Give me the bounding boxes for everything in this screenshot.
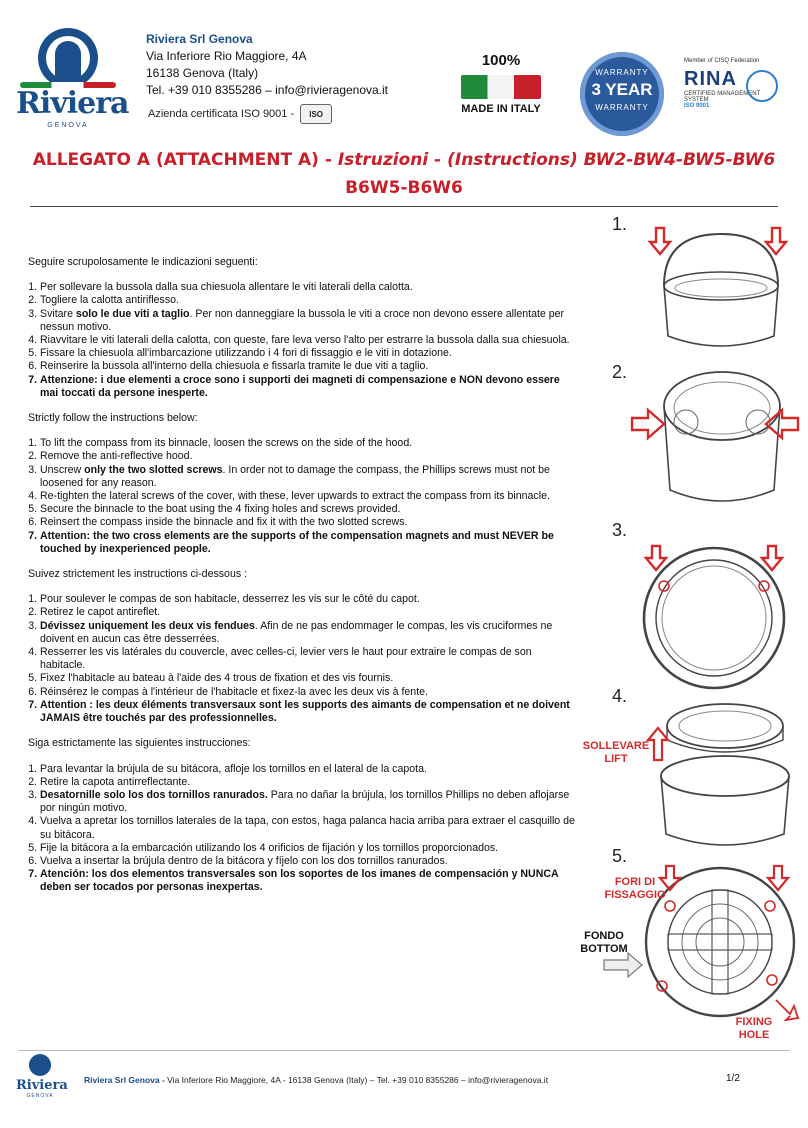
figure-1-number: 1. [612,214,628,234]
step-es-7: 7. Atención: los dos elementos transversales son los soportes de los imanes de compensación y NUNCA deben ser tocados por personas inexpertas. [40,868,576,894]
title-line2: B6W5-B6W6 [345,178,463,198]
rina-certification-badge [684,58,784,120]
step-en-1: 1. To lift the compass from its binnacle, loosen the screws on the side of the hood. [40,437,576,450]
logo-subtitle: GENOVA [47,122,89,129]
step-es-4: 4. Vuelva a apretar los tornillos laterales de la tapa, con estos, haga palanca hacia arriba para extraer el casquillo de su bitácora. [40,815,576,841]
step-en-4: 4. Re-tighten the lateral screws of the cover, with these, lever upwards to extract the compass from its binnacle. [40,490,576,503]
step-fr-3: 3. Dévissez uniquement les deux vis fendues. Afin de ne pas endommager le compas, les vis cruciformes ne doivent en aucun cas être desserrées. [40,620,576,646]
riviera-logo [16,24,129,129]
italy-flag-icon [461,75,541,99]
intro-en: Strictly follow the instructions below: [28,412,198,425]
step-it-2: 2. Togliere la calotta antiriflesso. [40,294,576,307]
step-en-2: 2. Remove the anti-reflective hood. [40,450,576,463]
step-es-2: 2. Retire la capota antirreflectante. [40,776,576,789]
warranty-years: 3 YEAR [591,80,653,99]
warranty-badge [580,52,664,136]
iqnet-icon [746,70,778,102]
helm-icon [38,28,98,88]
footer-helm-icon [29,1054,51,1076]
contact-line: Tel. +39 010 8355286 – info@rivieragenova.it [146,83,389,97]
figure-2-remove-hood-diagram [630,366,800,516]
step-fr-1: 1. Pour soulever le compas de son habitacle, desserrez les vis sur le côté du capot. [40,593,576,606]
step-it-3: 3. Svitare solo le due viti a taglio. Per non danneggiare la bussola le viti a croce non devono essere allentate per nessun motivo. [40,308,576,334]
rina-iso: ISO 9001 [684,103,710,109]
step-es-5: 5. Fije la bitácora a la embarcación utilizando los 4 orificios de fijación y los tornillos proporcionados. [40,842,576,855]
footer-details: Via Inferiore Rio Maggiore, 4A - 16138 Genova (Italy) – Tel. +39 010 8355286 – info@rivieragenova.it [164,1075,549,1085]
intro-fr: Suivez strictement les instructions ci-dessous : [28,568,248,581]
lift-label [576,740,656,766]
footer-divider [18,1050,790,1051]
footer-logo-word: Riviera [16,1078,68,1093]
step-fr-7: 7. Attention : les deux éléments transversaux sont les supports des aimants de compensation et ne doivent JAMAIS être touchés par des professionnelles. [40,699,576,725]
rina-system: CERTIFIED MANAGEMENT SYSTEM [684,91,761,103]
step-en-3: 3. Unscrew only the two slotted screws. In order not to damage the compass, the Phillips screws must not be loosened for any reason. [40,464,576,490]
page-number: 1/2 [726,1073,740,1084]
rina-member: Member of CISQ Federation [684,58,760,64]
warranty-top: WARRANTY [595,68,649,77]
step-en-7: 7. Attention: the two cross elements are the supports of the compensation magnets and must NEVER be touched by inexperienced people. [40,530,576,556]
step-fr-2: 2. Retirez le capot antireflet. [40,606,576,619]
figure-1-hood-diagram [646,224,796,354]
italy-percent: 100% [481,52,521,69]
made-in-italy-label: MADE IN ITALY [461,103,541,115]
step-en-5: 5. Secure the binnacle to the boat using the 4 fixing holes and screws provided. [40,503,576,516]
footer-address [84,1075,548,1085]
step-es-3: 3. Desatornille solo los dos tornillos ranurados. Para no dañar la brújula, los tornillos Phillips no deben aflojarse por ningún motivo. [40,789,576,815]
address-line-1: Via Inferiore Rio Maggiore, 4A [146,49,307,63]
steps-fr [28,593,576,725]
figure-3-slotted-screws-diagram [636,540,796,690]
step-es-6: 6. Vuelva a insertar la brújula dentro de la bitácora y fíjelo con los dos tornillos ranurados. [40,855,576,868]
step-fr-6: 6. Réinsérez le compas à l'intérieur de l'habitacle et fixez-la avec les deux vis à fente. [40,686,576,699]
figure-5-number: 5. [612,846,628,866]
figure-4-number: 4. [612,686,628,706]
instruction-figures [580,210,802,1060]
steps-en [28,437,576,556]
warranty-bottom: WARRANTY [595,103,649,112]
company-info [146,31,388,99]
company-name: Riviera Srl Genova [146,32,253,46]
fixing-hole-label-en: FIXING HOLE [735,1016,773,1041]
step-it-6: 6. Reinserire la bussola all'interno della chiesuola e fissarla tramite le due viti a taglio. [40,360,576,373]
intro-es: Siga estrictamente las siguientes instrucciones: [28,737,251,750]
figure-2-number: 2. [612,362,628,382]
lift-label-en: LIFT [604,753,628,765]
figure-4-lift-compass-diagram [650,696,800,856]
made-in-italy-badge [458,52,544,124]
address-line-2: 16138 Genova (Italy) [146,66,259,80]
bottom-arrow-icon [604,952,644,978]
document-title [0,146,808,202]
footer-logo-sub: GENOVA [26,1093,54,1099]
title-part2: Istruzioni - (Instructions) BW2-BW4-BW5-BW6 [337,150,776,170]
lift-label-it: SOLLEVARE [582,740,650,752]
intro-it: Seguire scrupolosamente le indicazioni seguenti: [28,256,258,268]
instructions-body [28,256,576,907]
step-fr-5: 5. Fixez l'habitacle au bateau à l'aide des 4 trous de fixation et des vis fournis. [40,672,576,685]
step-it-4: 4. Riavvitare le viti laterali della calotta, con queste, fare leva verso l'alto per estrarre la bussola dalla sua chiesuola. [40,334,576,347]
step-en-6: 6. Reinsert the compass inside the binnacle and fix it with the two slotted screws. [40,516,576,529]
title-divider [30,206,778,207]
certification-text: Azienda certificata ISO 9001 - [148,108,295,120]
steps-it [28,281,576,400]
iso-icon: ISO [300,104,332,124]
step-it-7: 7. Attenzione: i due elementi a croce sono i supporti dei magneti di compensazione e NON devono essere mai toccati da persone inesperte. [40,374,576,400]
title-part1: ALLEGATO A (ATTACHMENT A) - [32,150,338,170]
certification-line [148,104,332,124]
footer-company: Riviera Srl Genova - [84,1075,165,1085]
footer-logo [16,1054,68,1102]
figure-3-number: 3. [612,520,628,540]
step-it-1: 1. Per sollevare la bussola dalla sua chiesuola allentare le viti laterali della calotta. [40,281,576,294]
step-fr-4: 4. Resserrer les vis latérales du couvercle, avec celles-ci, levier vers le haut pour extraire le compas de son habitacle. [40,646,576,672]
steps-es [28,763,576,895]
step-it-5: 5. Fissare la chiesuola all'imbarcazione utilizzando i 4 fori di fissaggio e le viti in dotazione. [40,347,576,360]
fixing-holes-label-it: FORI DI FISSAGGIO [604,876,666,901]
bottom-label: FONDO BOTTOM [580,930,628,955]
rina-name: RINA [684,68,737,90]
step-es-1: 1. Para levantar la brújula de su bitácora, afloje los tornillos en el lateral de la capota. [40,763,576,776]
logo-wordmark: Riviera [16,86,129,121]
